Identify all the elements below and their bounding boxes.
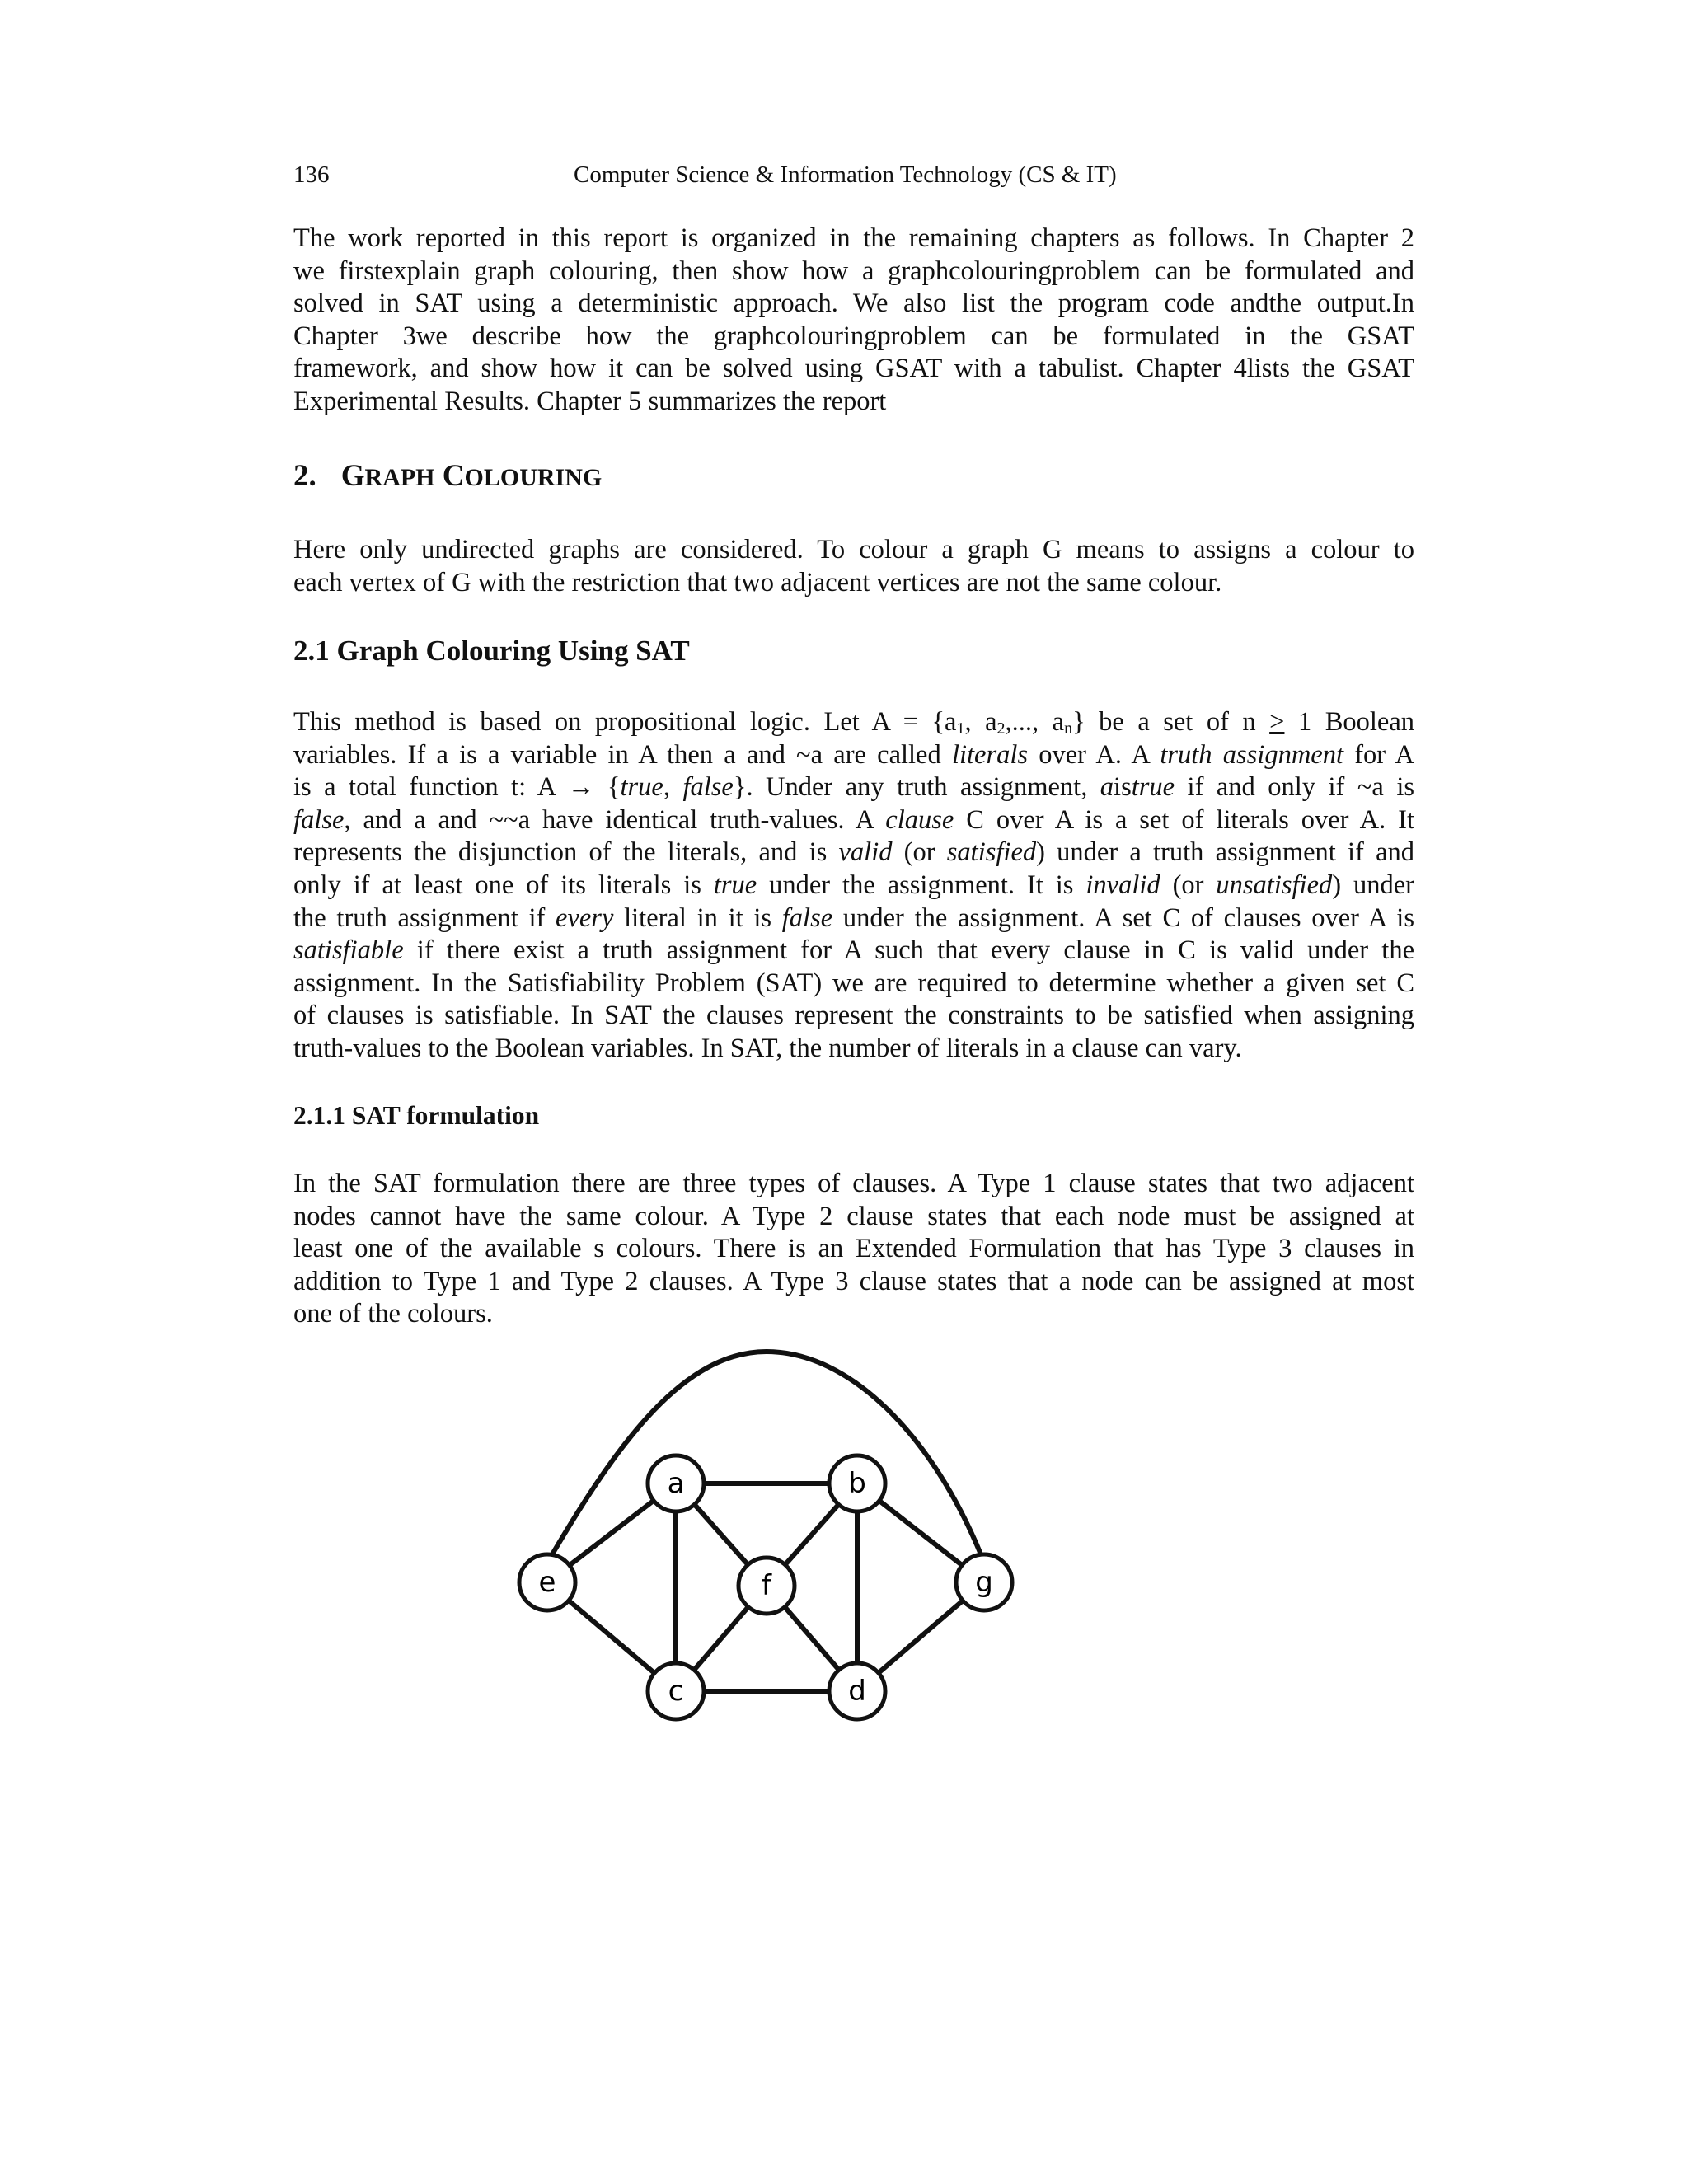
sat-paragraph: This method is based on propositional logic. Let $A = \{a_1$, $a_2$,..., $a_n$} be a set of n > 1 Boolean variables. If a is a variable in A then a and ~a are called literals over A. A truth assignment for A is a total function t: A → {true, false}. Under any truth assignment, aistrue if and only if ~a is false, and a and ~~a have identical truth-values. A clause C over A is a set of literals over A. It represents the disjunction of the literals, and is valid (or satisfied) under a truth assignment if and only if at least one of its literals is true under the assignment. It is invalid (or unsatisfied) under the truth assignment if every literal in it is false under the assignment. A set C of clauses over A is satisfiable if there exist a truth assignment for A such that every clause in C is valid under the assignment. In the Satisfiability Problem (SAT) we are required to determine whether a given set C of clauses is satisfiable. In SAT the clauses represent the constraints to be satisfied when assigning truth-values to the Boolean variables. In SAT, the number of literals in a clause can vary. (293, 707, 1415, 1063)
graph-edge-e-g (552, 1352, 981, 1554)
graph-node-d (829, 1663, 885, 1719)
graph-node-label: b (848, 1467, 866, 1500)
graph-node-c (648, 1663, 704, 1719)
graph-node-f (738, 1558, 795, 1614)
section2-paragraph: Here only undirected graphs are considered. To colour a graph G means to assigns a colour to each vertex of G with the restriction that two adjacent vertices are not the same colour. (293, 535, 1414, 598)
sat-formulation-paragraph: In the SAT formulation there are three types of clauses. A Type 1 clause states that two adjacent nodes cannot have the same colour. A Type 2 clause states that each node must be assigned at least one of the available s colours. There is an Extended Formulation that has Type 3 clauses in addition to Type 1 and Type 2 clauses. A Type 3 clause states that a node can be assigned at most one of the colours. (293, 1169, 1414, 1329)
subsection-heading-sat: 2.1 Graph Colouring Using SAT (293, 635, 690, 667)
graph-node-label: g (975, 1566, 993, 1599)
graph-node-b (829, 1455, 885, 1511)
subsubsection-heading-sat-formulation: 2.1.1 SAT formulation (293, 1101, 540, 1130)
graph-node-label: a (667, 1467, 685, 1500)
intro-paragraph: The work reported in this report is organized in the remaining chapters as follows. In Chapter 2 we firstexplain graph colouring, then show how a graphcolouringproblem can be formulated and solved in SAT using a deterministic approach. We also list the program code andthe output.In Chapter 3we describe how the graphcolouringproblem can be formulated in the GSAT framework, and show how it can be solved using GSAT with a tabulist. Chapter 4lists the GSAT Experimental Results. Chapter 5 summarizes the report (293, 223, 1414, 416)
graph-node-label: f (762, 1569, 771, 1602)
graph-figure (495, 1335, 1039, 1731)
graph-node-label: d (848, 1675, 866, 1708)
journal-title: Computer Science & Information Technology (CS & IT) (574, 162, 1117, 188)
graph-node-label: c (668, 1675, 684, 1708)
graph-node-label: e (538, 1566, 556, 1599)
page-number: 136 (293, 162, 330, 188)
graph-node-a (648, 1455, 704, 1511)
graph-node-e (519, 1554, 575, 1610)
graph-node-g (956, 1554, 1012, 1610)
section-heading-graph-colouring: 2. GRAPH COLOURING (293, 459, 603, 493)
running-header (293, 162, 1414, 194)
